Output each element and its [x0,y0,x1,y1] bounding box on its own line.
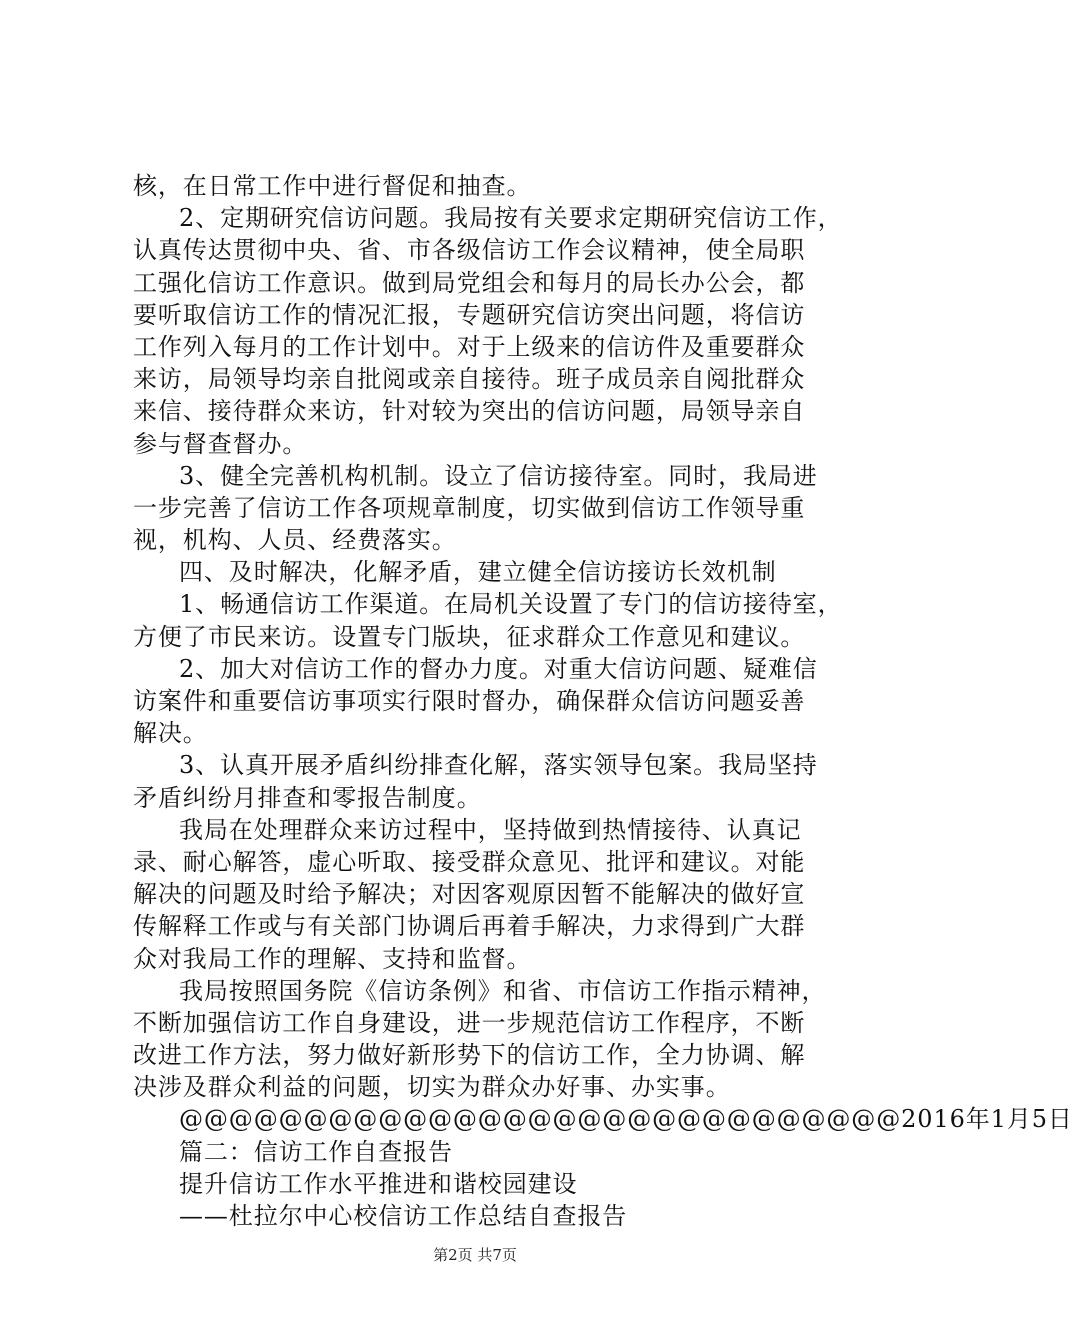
text-line: 我局在处理群众来访过程中，坚持做到热情接待、认真记 [179,815,802,844]
text-line: 我局按照国务院《信访条例》和省、市信访工作指示精神， [179,976,827,1005]
text-line: 众对我局工作的理解、支持和监督。 [133,944,532,973]
text-line: 参与督查督办。 [133,429,308,458]
page-footer: 第2页 共7页 [433,1246,517,1264]
text-line: 工强化信访工作意识。做到局党组会和每月的局长办公会，都 [133,268,806,297]
text-line: 解决的问题及时给予解决；对因客观原因暂不能解决的做好宣 [133,880,806,909]
text-line: 认真传达贯彻中央、省、市各级信访工作会议精神，使全局职 [133,236,806,265]
text-line: 核，在日常工作中进行督促和抽查。 [133,172,532,200]
text-line: 1、畅通信访工作渠道。在局机关设置了专门的信访接待室， [179,590,843,619]
text-line: 四、及时解决，化解矛盾，建立健全信访接访长效机制 [179,558,777,587]
text-line: 方便了市民来访。设置专门版块，征求群众工作意见和建议。 [133,622,806,651]
text-line: 视，机构、人员、经费落实。 [133,526,457,555]
text-line: 来信、接待群众来访，针对较为突出的信访问题，局领导亲自 [133,397,806,426]
text-line: 2、定期研究信访问题。我局按有关要求定期研究信访工作， [179,204,843,233]
text-line: 3、认真开展矛盾纠纷排查化解，落实领导包案。我局坚持 [179,751,818,780]
text-line: 提升信访工作水平推进和谐校园建设 [179,1169,578,1198]
text-line: 改进工作方法，努力做好新形势下的信访工作，全力协调、解 [133,1041,806,1070]
text-line: 录、耐心解答，虚心听取、接受群众意见、批评和建议。对能 [133,847,806,876]
text-line: 矛盾纠纷月排查和零报告制度。 [133,783,482,812]
text-line: 不断加强信访工作自身建设，进一步规范信访工作程序，不断 [133,1008,806,1037]
text-line: 访案件和重要信访事项实行限时督办，确保群众信访问题妥善 [133,687,806,715]
document-body [133,170,1073,1232]
text-line: 3、健全完善机构机制。设立了信访接待室。同时，我局进 [179,461,818,490]
text-line: 工作列入每月的工作计划中。对于上级来的信访件及重要群众 [133,332,806,361]
text-line: ——杜拉尔中心校信访工作总结自查报告 [179,1202,628,1230]
text-line: 传解释工作或与有关部门协调后再着手解决，力求得到广大群 [133,912,806,941]
text-line: 篇二：信访工作自查报告 [179,1137,453,1166]
text-line: 来访，局领导均亲自批阅或亲自接待。班子成员亲自阅批群众 [133,365,806,394]
text-line: 要听取信访工作的情况汇报，专题研究信访突出问题，将信访 [133,300,806,329]
text-line: 一步完善了信访工作各项规章制度，切实做到信访工作领导重 [133,493,806,522]
text-line: 2、加大对信访工作的督办力度。对重大信访问题、疑难信 [179,654,818,683]
text-line: 决涉及群众利益的问题，切实为群众办好事、办实事。 [133,1073,731,1102]
text-line: @@@@@@@@@@@@@@@@@@@@@@@@@@@@@2016年1月5日 [179,1105,1073,1134]
text-line: 解决。 [133,719,208,748]
